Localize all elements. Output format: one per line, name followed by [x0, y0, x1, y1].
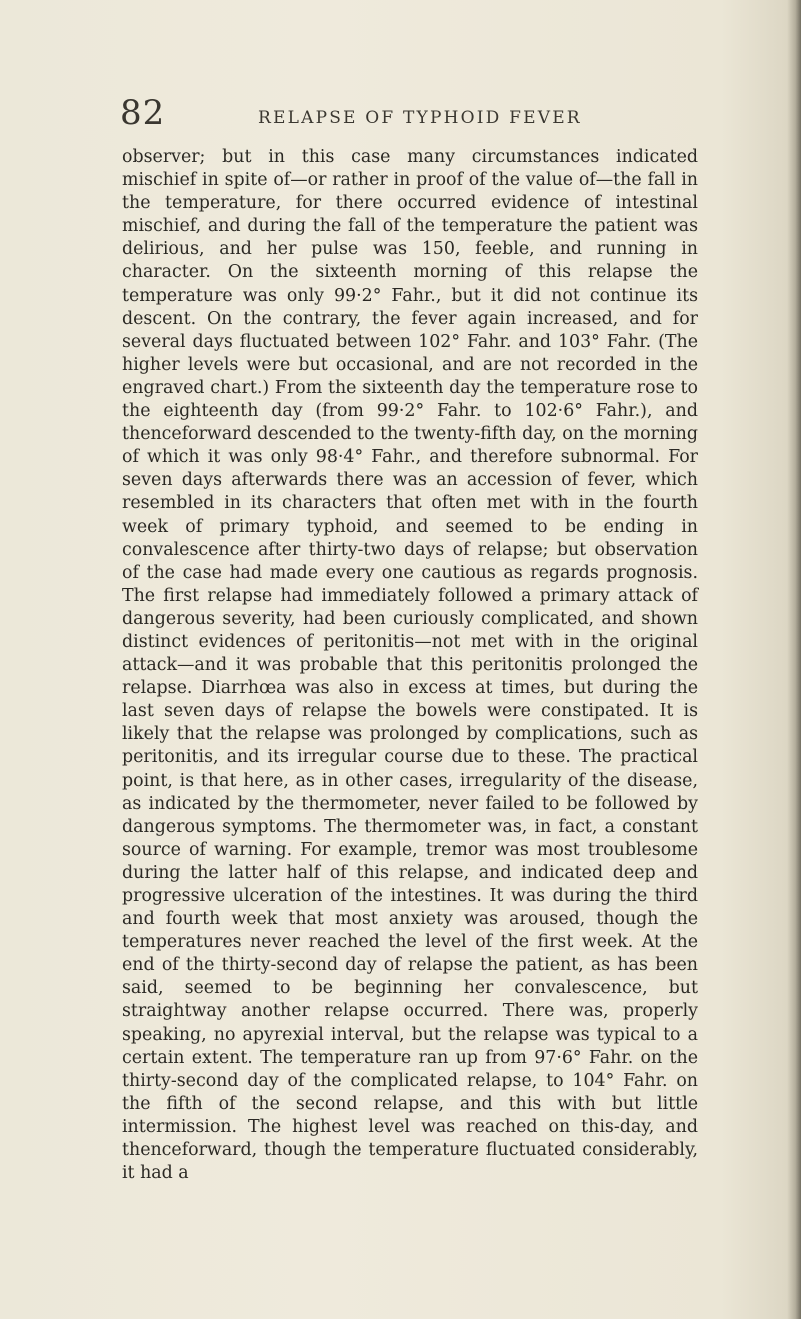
body-paragraph: observer; but in this case many circumstances indicated mischief in spite of—or rather in proof of the value of—the fall in the temperature, for there occurred evidence of intestinal mischief, and during the fall of the temperature the patient was delirious, and her pulse was 150, feeble, and running in character. On the sixteenth morning of this relapse the temperature was only 99·2° Fahr., but it did not continue its descent. On the contrary, the fever again increased, and for several days fluctuated between 102° Fahr. and 103° Fahr. (The higher levels were but occasional, and are not recorded in the engraved chart.) From the sixteenth day the temperature rose to the eighteenth day (from 99·2° Fahr. to 102·6° Fahr.), and thenceforward descended to the twenty-fifth day, on the morning of which it was only 98·4° Fahr., and therefore subnormal. For seven days afterwards there was an accession of fever, which resembled in its characters that often met with in the fourth week of primary typhoid, and seemed to be ending in convalescence after thirty-two days of relapse; but observation of the case had made every one cautious as regards prognosis. The first relapse had immediately followed a primary attack of dangerous severity, had been curiously complicated, and shown distinct evidences of peritonitis—not met with in the original attack—and it was probable that this peritonitis prolonged the relapse. Diarrhœa was also in excess at times, but during the last seven days of relapse the bowels were constipated. It is likely that the relapse was prolonged by complications, such as peritonitis, and its irregular course due to these. The practical point, is that here, as in other cases, irregularity of the disease, as indicated by the thermometer, never failed to be followed by dangerous symptoms. The thermometer was, in fact, a constant source of warning. For example, tremor was most troublesome during the latter half of this relapse, and indicated deep and progressive ulceration of the intestines. It was during the third and fourth week that most anxiety was aroused, though the temperatures never reached the level of the first week. At the end of the thirty-second day of relapse the patient, as has been said, seemed to be beginning her convalescence, but straightway another relapse occurred. There was, properly speaking, no apyrexial interval, but the relapse was typical to a certain extent. The temperature ran up from 97·6° Fahr. on the thirty-second day of the complicated relapse, to 104° Fahr. on the fifth of the second relapse, and this with but little intermission. The highest level was reached on this-day, and thenceforward, though the temperature fluctuated considerably, it had a — [122, 147, 698, 1184]
running-title: RELAPSE OF TYPHOID FEVER — [258, 108, 582, 128]
page-edge-shadow — [787, 0, 801, 1319]
page-number: 82 — [120, 93, 166, 133]
